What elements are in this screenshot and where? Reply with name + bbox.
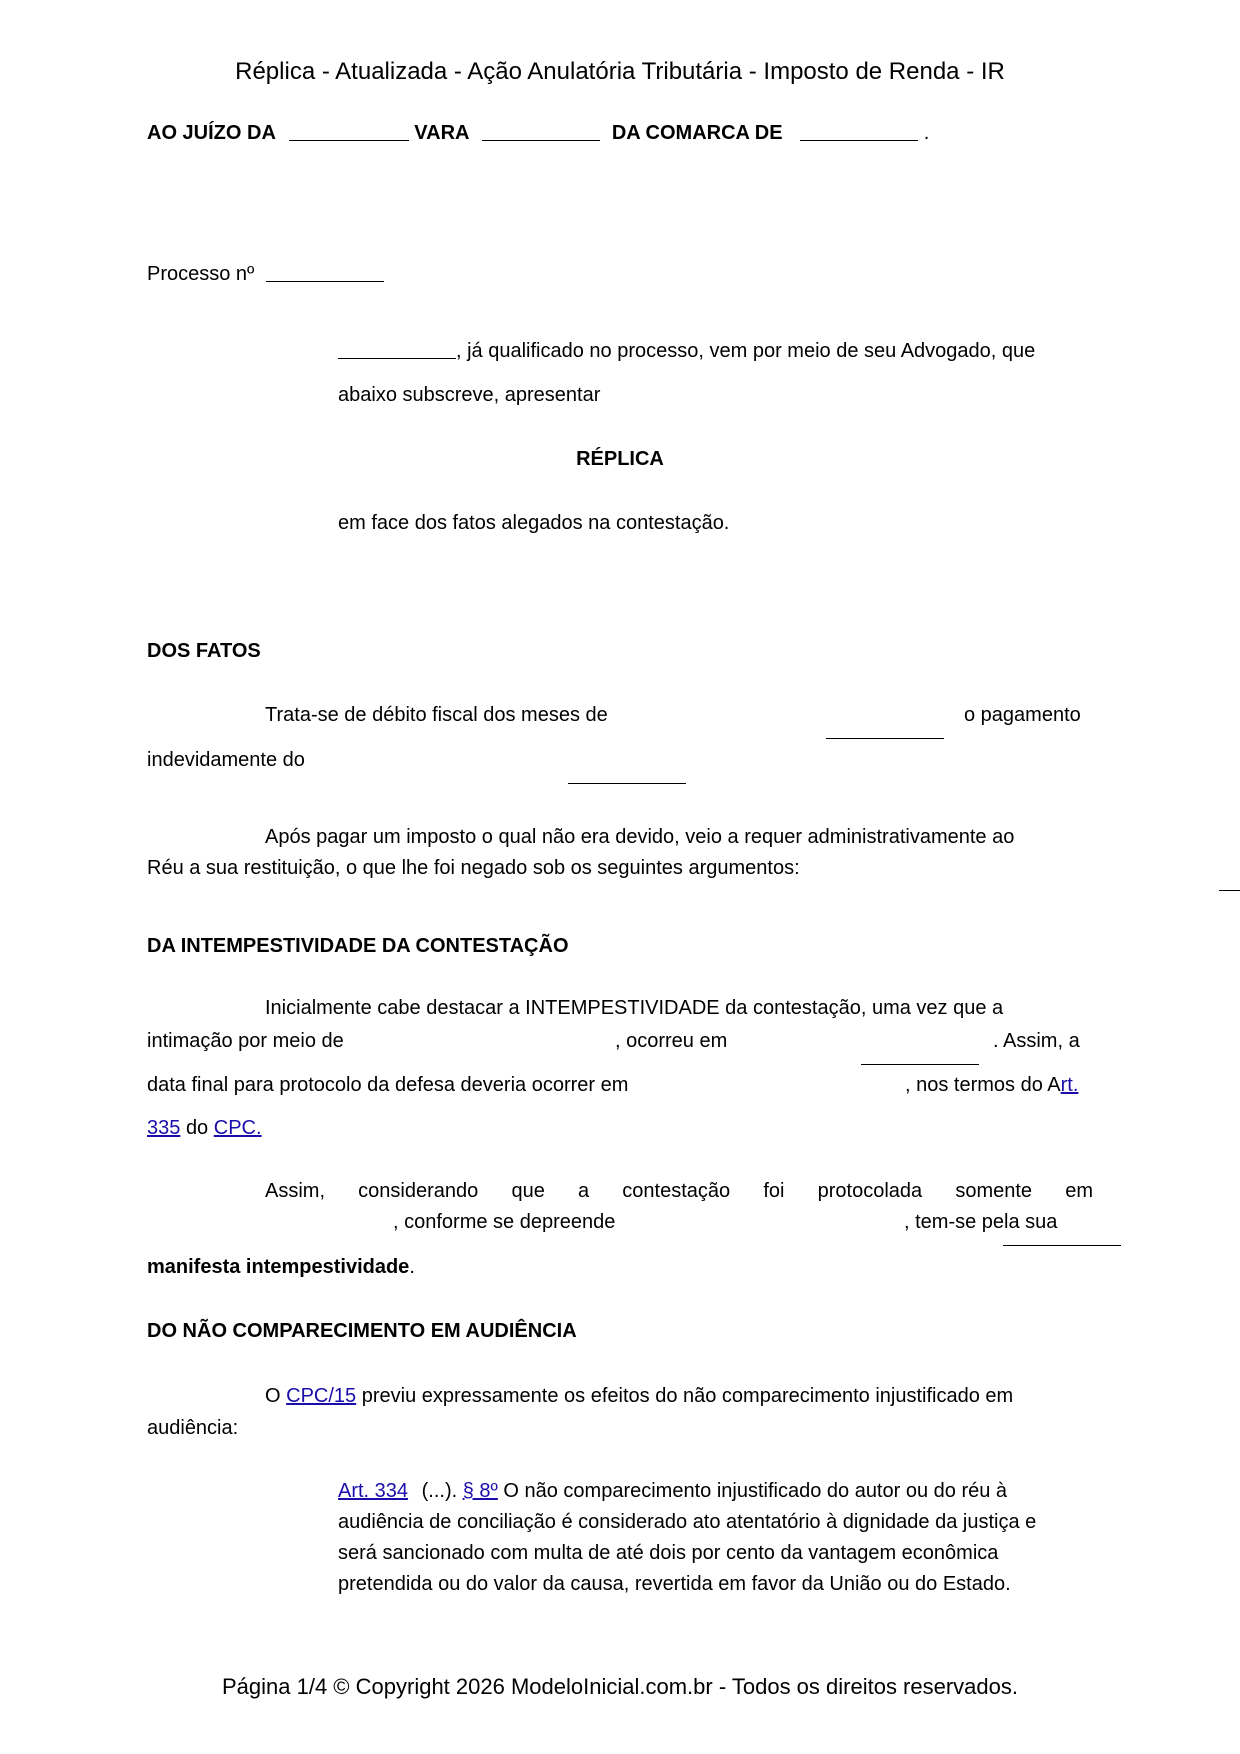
- section-heading-audiencia: DO NÃO COMPARECIMENTO EM AUDIÊNCIA: [147, 1320, 577, 1342]
- process-label: Processo nº: [147, 263, 255, 285]
- intemp-p1-f: , nos termos do Art.: [905, 1074, 1079, 1096]
- intemp-p1-g: 335 do CPC.: [147, 1117, 262, 1139]
- intro-line-3: em face dos fatos alegados na contestação.: [338, 512, 730, 534]
- blank-field[interactable]: [568, 782, 686, 784]
- quote-line-2: audiência de conciliação é considerado ato atentatório à dignidade da justiça e: [338, 1511, 1037, 1533]
- intemp-p1-c: , ocorreu em: [615, 1030, 728, 1052]
- address-comarca: DA COMARCA DE: [611, 122, 783, 144]
- address-vara: VARA: [414, 122, 469, 144]
- intemp-p2-c: , tem-se pela sua: [904, 1211, 1058, 1233]
- blank-field[interactable]: [338, 357, 456, 359]
- page-header-title: Réplica - Atualizada - Ação Anulatória Tributária - Imposto de Renda - IR: [235, 58, 1005, 85]
- link-art-334[interactable]: Art. 334: [338, 1480, 409, 1502]
- blank-field[interactable]: [289, 139, 409, 141]
- blank-field[interactable]: [861, 1063, 979, 1065]
- fatos-p1-a: Trata-se de débito fiscal dos meses de: [265, 704, 608, 726]
- intemp-p2-a: Assim, considerando que a contestação foi protocolada somente em: [265, 1180, 1093, 1202]
- quote-line-1: Art. 334 (...). § 8º O não comparecimento injustificado do autor ou do réu à: [338, 1480, 1008, 1502]
- address-period: .: [923, 122, 930, 144]
- fatos-p2-b: Réu a sua restituição, o que lhe foi negado sob os seguintes argumentos:: [147, 857, 800, 879]
- page-footer: Página 1/4 © Copyright 2026 ModeloInicial.com.br - Todos os direitos reservados.: [222, 1674, 1018, 1699]
- blank-field[interactable]: [1003, 1244, 1121, 1246]
- link-paragrafo-8[interactable]: § 8º: [462, 1480, 498, 1502]
- court-address: [147, 122, 929, 145]
- fatos-p1-b: o pagamento: [964, 704, 1081, 726]
- audiencia-p1-b: audiência:: [147, 1417, 239, 1439]
- link-cpc-15[interactable]: CPC/15: [286, 1385, 357, 1407]
- blank-field[interactable]: [266, 280, 384, 282]
- link-cpc[interactable]: CPC.: [213, 1117, 262, 1139]
- blank-field[interactable]: [800, 139, 918, 141]
- link-art-335-rt[interactable]: rt.: [1060, 1074, 1079, 1096]
- intro-line-2: abaixo subscreve, apresentar: [338, 384, 601, 406]
- section-heading-fatos: DOS FATOS: [147, 640, 261, 662]
- intro-line-1: , já qualificado no processo, vem por meio de seu Advogado, que: [338, 340, 1098, 363]
- intemp-p1-d: . Assim, a: [993, 1030, 1080, 1052]
- blank-field[interactable]: [482, 139, 600, 141]
- fatos-p2-a: Após pagar um imposto o qual não era devido, veio a requer administrativamente ao: [265, 826, 1015, 848]
- fatos-p1-c: indevidamente do: [147, 749, 305, 771]
- blank-field[interactable]: [1219, 889, 1240, 891]
- audiencia-p1-a: O CPC/15 previu expressamente os efeitos do não comparecimento injustificado em: [265, 1385, 1014, 1407]
- address-juizo: AO JUÍZO DA: [147, 122, 276, 144]
- link-art-335[interactable]: 335: [147, 1117, 181, 1139]
- process-number-line: [147, 263, 384, 286]
- section-heading-intempestividade: DA INTEMPESTIVIDADE DA CONTESTAÇÃO: [147, 935, 569, 957]
- quote-line-4: pretendida ou do valor da causa, revertida em favor da União ou do Estado.: [338, 1573, 1011, 1595]
- intemp-p1-a: Inicialmente cabe destacar a INTEMPESTIVIDADE da contestação, uma vez que a: [265, 997, 1004, 1019]
- intemp-p2-d: manifesta intempestividade.: [147, 1256, 415, 1278]
- blank-field[interactable]: [826, 737, 944, 739]
- bold-manifesta: manifesta intempestividade: [147, 1256, 410, 1278]
- intemp-p1-b: intimação por meio de: [147, 1030, 344, 1052]
- quote-line-3: será sancionado com multa de até dois por cento da vantagem econômica: [338, 1542, 999, 1564]
- document-type-title: RÉPLICA: [576, 448, 664, 470]
- intemp-p1-e: data final para protocolo da defesa deveria ocorrer em: [147, 1074, 629, 1096]
- intemp-p2-b: , conforme se depreende: [393, 1211, 616, 1233]
